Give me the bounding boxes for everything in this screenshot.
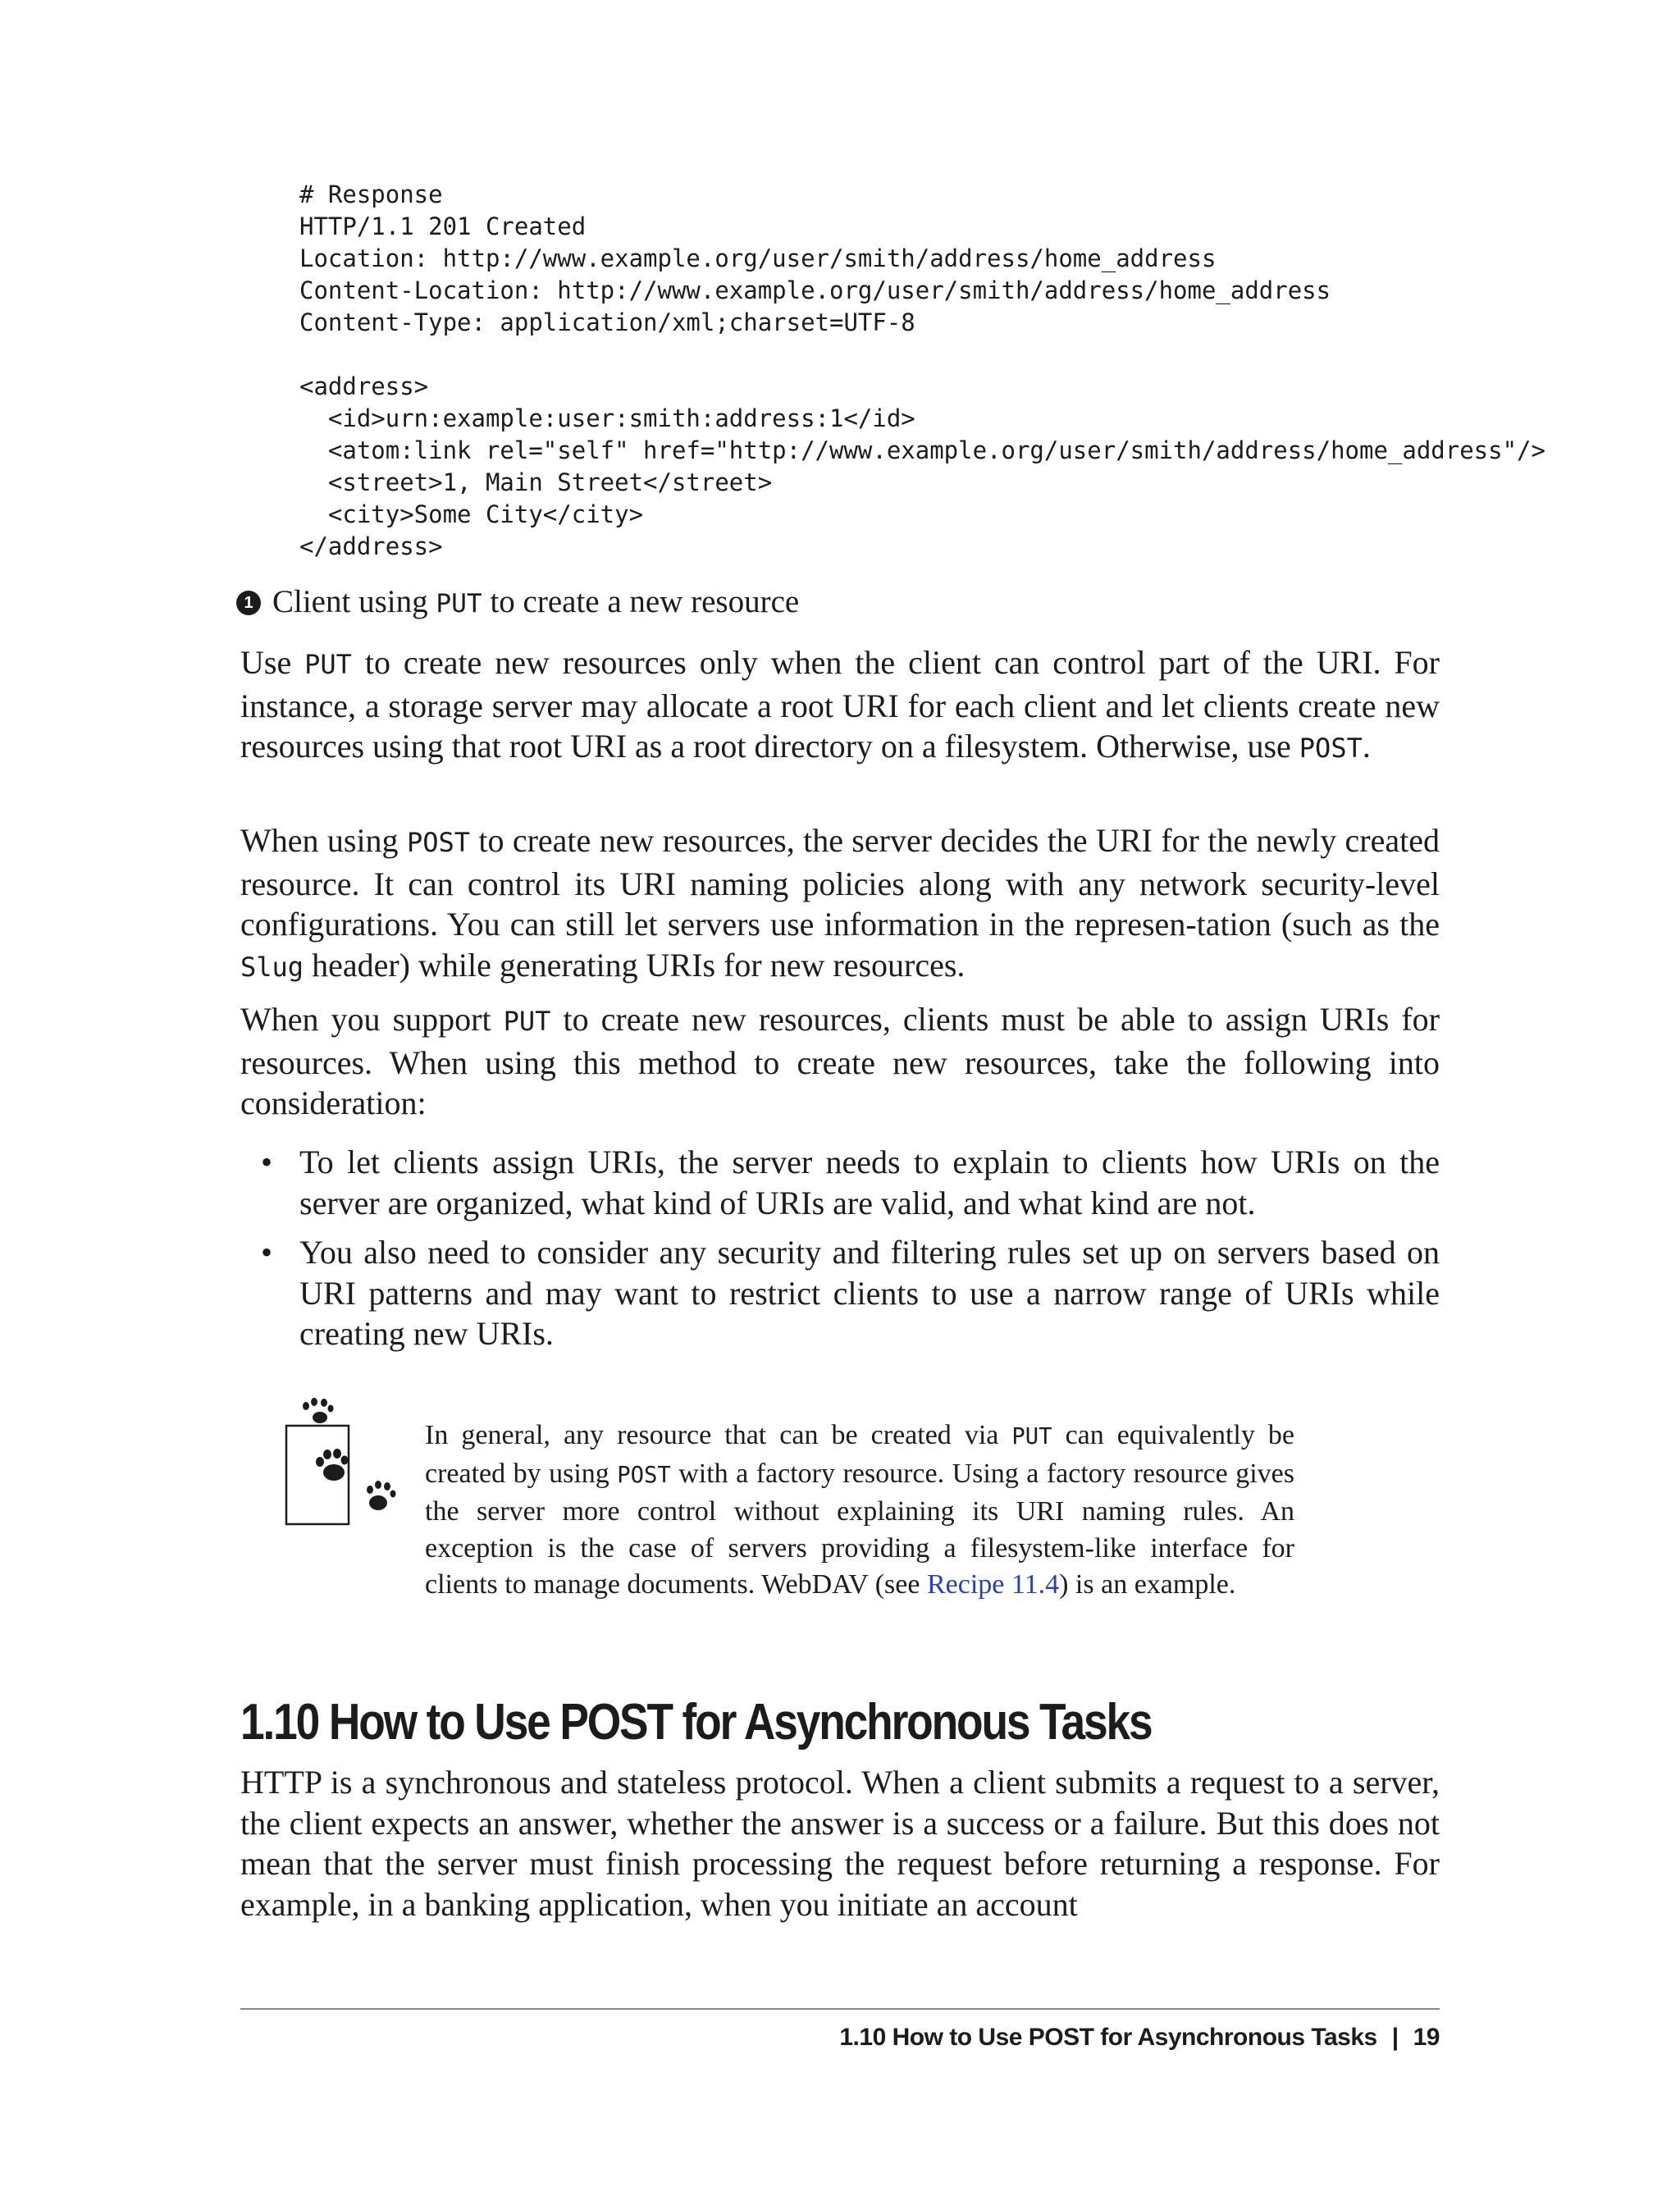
paragraph-put-usage: Use PUT to create new resources only when the client can control part of the URI. For instance, a storage server may allocate a root URI for each client and let clients create new resources using that root URI as a root directory on a filesystem. Otherwise, use POST. xyxy=(240,644,1440,765)
list-item: • To let clients assign URIs, the server needs to explain to clients how URIs on the server are organized, what kind of URIs are valid, and what kind are not. xyxy=(261,1144,1440,1221)
code-line: <atom:link rel="self" href="http://www.example.org/user/smith/address/home_address"/> xyxy=(299,436,1545,464)
code-line: HTTP/1.1 201 Created xyxy=(299,212,587,240)
callout-number-icon: 1 xyxy=(236,591,261,615)
consideration-list xyxy=(240,1142,1440,1363)
code-callout xyxy=(236,582,799,624)
list-item: • You also need to consider any security and filtering rules set up on servers based on URI patterns and may want to restrict clients to use a narrow range of URIs while creating new URIs. xyxy=(261,1234,1440,1352)
paragraph-post-usage: When using POST to create new resources, the server decides the URI for the newly created resource. It can control its URI naming policies along with any network security-level configurations. You can still let servers use information in the represen-tation (such as the Slug header) while generating URIs for new resources. xyxy=(240,822,1440,984)
code-line: Content-Type: application/xml;charset=UTF-8 xyxy=(299,308,915,336)
paragraph-put-support: When you support PUT to create new resources, clients must be able to assign URIs for resources. When using this method to create new resources, take the following into consideration: xyxy=(240,1001,1440,1121)
paragraph-http-sync: HTTP is a synchronous and stateless protocol. When a client submits a request to a server, the client expects an answer, whether the answer is a success or a failure. But this does not mean that the server must finish processing the request before returning a response. For example, in a banking application, when you initiate an account xyxy=(240,1764,1440,1923)
page-footer xyxy=(839,2021,1440,2054)
code-line: <id>urn:example:user:smith:address:1</id> xyxy=(299,404,915,432)
code-block xyxy=(299,179,1545,563)
page-number: 19 xyxy=(1413,2024,1440,2051)
bullet-icon: • xyxy=(261,1234,273,1271)
section-heading: 1.10 How to Use POST for Asynchronous Tasks xyxy=(240,1694,1152,1751)
footer-separator: | xyxy=(1391,2024,1399,2051)
code-line: Content-Location: http://www.example.org/user/smith/address/home_address xyxy=(299,276,1331,304)
tip-note: In general, any resource that can be created via PUT can equivalently be created by using POST with a factory resource. Using a factory resource gives the server more control without explaining its URI naming rules. An exception is the case of servers providing a filesystem-like interface for clients to manage documents. WebDAV (see Recipe 11.4) is an example. xyxy=(425,1420,1294,1600)
code-line: <city>Some City</city> xyxy=(299,500,644,528)
code-line xyxy=(299,339,1545,371)
code-line: Location: http://www.example.org/user/smith/address/home_address xyxy=(299,244,1217,272)
footer-rule xyxy=(240,2008,1440,2010)
callout-text: Client using PUT to create a new resource xyxy=(272,584,800,619)
code-line: </address> xyxy=(299,532,443,560)
code-line: # Response xyxy=(299,180,443,208)
code-line: <street>1, Main Street</street> xyxy=(299,468,773,496)
tip-icon xyxy=(283,1395,406,1534)
recipe-link[interactable]: Recipe 11.4 xyxy=(926,1569,1060,1600)
code-line: <address> xyxy=(299,372,429,400)
bullet-icon: • xyxy=(261,1144,273,1180)
running-head: 1.10 How to Use POST for Asynchronous Tasks xyxy=(839,2024,1377,2051)
